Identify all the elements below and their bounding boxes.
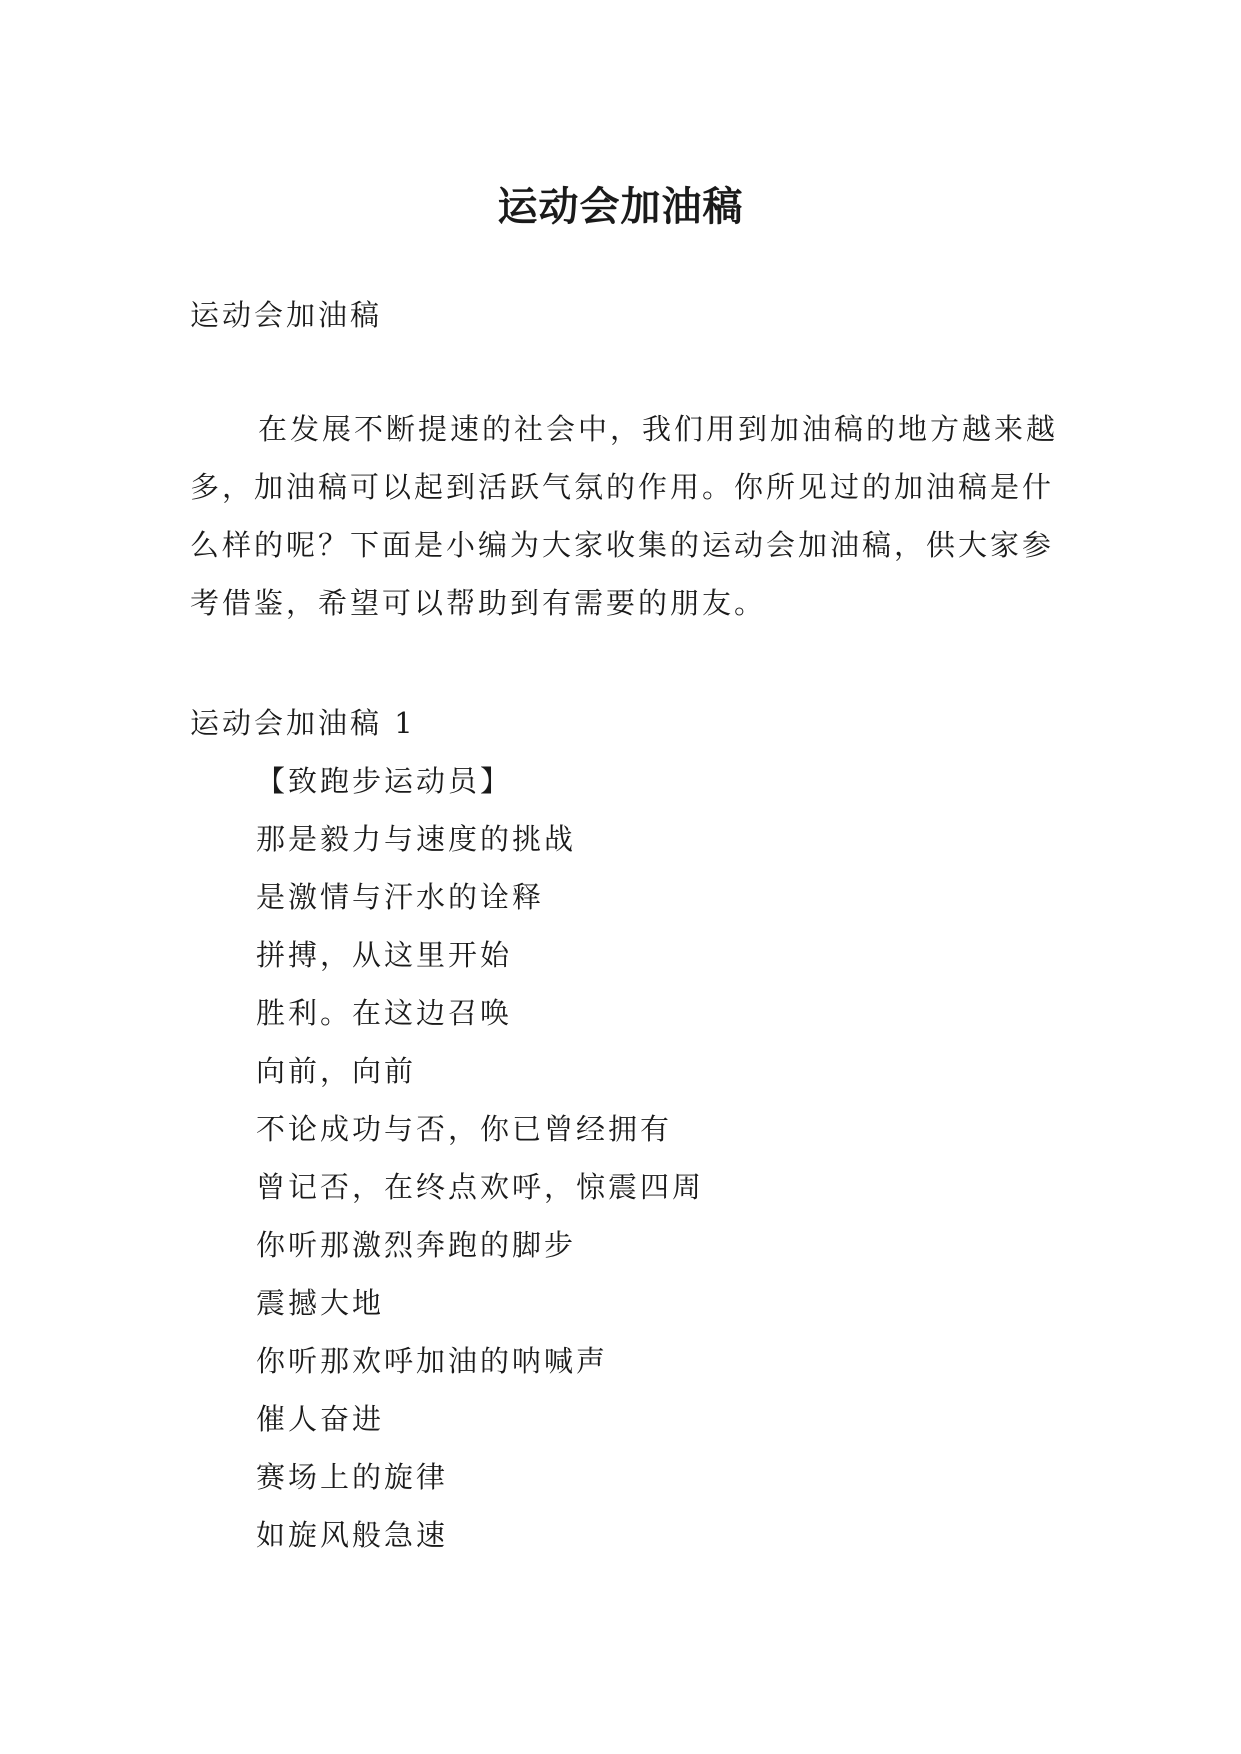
poem-line: 向前，向前 bbox=[256, 1054, 417, 1088]
intro-paragraph: 在发展不断提速的社会中，我们用到加油稿的地方越来越多，加油稿可以起到活跃气氛的作用。你所见过的加油稿是什么样的呢？下面是小编为大家收集的运动会加油稿，供大家参考借鉴，希望可以帮助到有需要的朋友。 bbox=[190, 412, 1059, 620]
poem-lines bbox=[256, 752, 704, 1564]
document-title: 运动会加油稿 bbox=[497, 183, 744, 230]
section-heading: 运动会加油稿 1 bbox=[190, 706, 416, 740]
poem-line: 你听那激烈奔跑的脚步 bbox=[256, 1228, 577, 1262]
poem-line: 【致跑步运动员】 bbox=[256, 764, 513, 798]
poem-line: 曾记否，在终点欢呼，惊震四周 bbox=[256, 1170, 705, 1204]
poem-line: 拼搏，从这里开始 bbox=[256, 938, 513, 972]
poem-line: 是激情与汗水的诠释 bbox=[256, 880, 545, 914]
poem-line: 你听那欢呼加油的呐喊声 bbox=[256, 1344, 609, 1378]
poem-line: 如旋风般急速 bbox=[256, 1518, 449, 1552]
poem-line: 赛场上的旋律 bbox=[256, 1460, 449, 1494]
poem-line: 那是毅力与速度的挑战 bbox=[256, 822, 577, 856]
poem-line: 催人奋进 bbox=[256, 1402, 385, 1436]
poem-line: 胜利。在这边召唤 bbox=[256, 996, 513, 1030]
document-subtitle: 运动会加油稿 bbox=[190, 298, 383, 332]
poem-line: 不论成功与否，你已曾经拥有 bbox=[256, 1112, 673, 1146]
poem-line: 震撼大地 bbox=[256, 1286, 385, 1320]
